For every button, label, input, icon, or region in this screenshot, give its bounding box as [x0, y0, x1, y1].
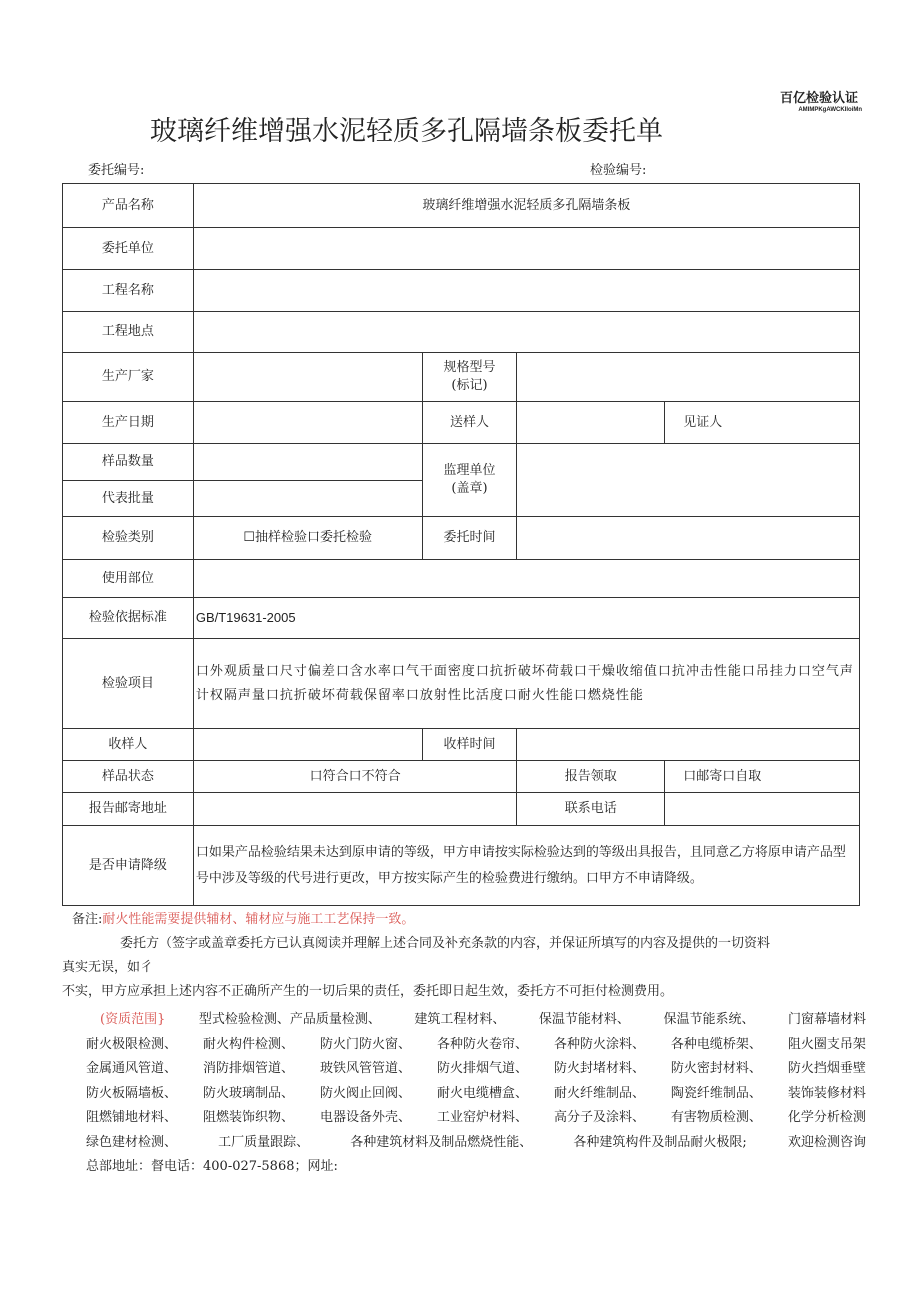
scope-label: (资质范围}	[100, 1012, 166, 1027]
maker-field[interactable]	[193, 353, 422, 402]
receive-time-field[interactable]	[517, 729, 860, 761]
scope-item: 防火阀止回阀、	[319, 1085, 411, 1101]
mail-field[interactable]	[193, 793, 517, 826]
scope-item: 各种防火卷帘、	[436, 1036, 528, 1052]
label: (标记)	[451, 378, 488, 393]
label: 样品数量	[63, 444, 194, 481]
label: 使用部位	[63, 560, 194, 598]
scope-item: 装饰装修材料	[787, 1085, 866, 1101]
brand-sub: AMIMPKgAWCKIloiMn	[798, 107, 862, 113]
product-name[interactable]: 玻璃纤维增强水泥轻质多孔隔墙条板	[193, 184, 859, 228]
label: 送样人	[422, 402, 517, 444]
scope-item: 工厂质量跟踪、	[218, 1134, 310, 1150]
downgrade-checkboxes[interactable]: 口如果产品检验结果未达到原申请的等级，甲方申请按实际检验达到的等级出具报告，且同意乙方将原申请产品型号中涉及等级的代号进行更改，甲方按实际产生的检验费进行缴纳。口甲方不申请降级。	[193, 826, 859, 906]
scope-item: 化学分析检测	[787, 1110, 866, 1125]
scope-item: 玻铁风管管道、	[319, 1061, 411, 1076]
scope-item: 保温节能材料、	[538, 1012, 630, 1027]
label: 代表批量	[63, 481, 194, 517]
label: 委托时间	[422, 517, 517, 560]
scope-item: 型式检验检测、产品质量检测、	[198, 1012, 381, 1027]
form-body	[62, 183, 866, 1180]
client-field[interactable]	[193, 228, 859, 270]
standard-field[interactable]: GB/T19631-2005	[193, 598, 859, 639]
report-checkboxes[interactable]: 口邮寄口自取	[665, 761, 860, 793]
scope-item: 各种电缆桥架、	[670, 1036, 762, 1052]
scope-item: 耐火构件检测、	[202, 1036, 294, 1052]
scope-item: 绿色建材检测、	[86, 1134, 178, 1150]
state-checkboxes[interactable]: 口符合口不符合	[193, 761, 517, 793]
time-field[interactable]	[517, 517, 860, 560]
scope-item: 防火密封材料、	[670, 1061, 762, 1076]
declaration-line: 真实无误，如彳	[62, 960, 154, 975]
scope-item: 各种建筑构件及制品耐火极限;	[573, 1134, 747, 1150]
contact-address: 总部地址：督电话：400-027-5868；网址:	[86, 1159, 338, 1174]
label: 生产厂家	[63, 353, 194, 402]
label: 报告邮寄地址	[63, 793, 194, 826]
scope-item: 防火排烟气道、	[436, 1061, 528, 1076]
scope-item: 建筑工程材料、	[414, 1012, 506, 1027]
label: (盖章)	[451, 481, 488, 496]
spec-field[interactable]	[517, 353, 860, 402]
label: 生产日期	[63, 402, 194, 444]
project-field[interactable]	[193, 270, 859, 312]
scope-item: 防火玻璃制品、	[202, 1085, 294, 1101]
scope-list	[86, 1008, 866, 1180]
label: 委托单位	[63, 228, 194, 270]
scope-item: 电器设备外壳、	[319, 1110, 411, 1125]
label: 检验类别	[63, 517, 194, 560]
scope-item: 各种防火涂料、	[553, 1036, 645, 1052]
label: 监理单位	[443, 463, 496, 478]
scope-item: 有害物质检测、	[670, 1110, 762, 1125]
label: 收样人	[63, 729, 194, 761]
scope-item: 防火门防火窗、	[319, 1036, 411, 1052]
remark-label: 备注:	[72, 912, 103, 927]
site-field[interactable]	[193, 312, 859, 353]
scope-item: 耐火纤维制品、	[553, 1085, 645, 1101]
scope-item: 各种建筑材料及制品燃烧性能、	[350, 1134, 533, 1150]
declaration-line: 不实，甲方应承担上述内容不正确所产生的一切后果的责任，委托即日起生效，委托方不可拒付检测费用。	[62, 984, 674, 999]
scope-item: 阻燃铺地材料、	[86, 1110, 178, 1125]
page-title: 玻璃纤维增强水泥轻质多孔隔墙条板委托单	[150, 116, 663, 147]
supervisor-label	[422, 444, 517, 517]
label: 产品名称	[63, 184, 194, 228]
items-checkboxes[interactable]: 口外观质量口尺寸偏差口含水率口气干面密度口抗折破坏荷载口干燥收缩值口抗冲击性能口吊挂力口空气声计权隔声量口抗折破坏荷载保留率口放射性比活度口耐火性能口燃烧性能	[193, 639, 859, 729]
scope-item: 耐火极限检测、	[86, 1036, 178, 1052]
declaration-line: 委托方（签字或盖章委托方已认真阅读并理解上述合同及补充条款的内容，并保证所填写的内容及提供的一切资料	[120, 936, 771, 951]
scope-item: 防火板隔墙板、	[86, 1085, 178, 1101]
spec-label	[422, 353, 517, 402]
receiver-field[interactable]	[193, 729, 422, 761]
label: 工程地点	[63, 312, 194, 353]
scope-item: 高分子及涂料、	[553, 1110, 645, 1125]
scope-item: 金属通风管道、	[86, 1061, 178, 1076]
scope-item: 耐火电缆槽盒、	[436, 1085, 528, 1101]
supervisor-field[interactable]	[517, 444, 860, 517]
label: 报告领取	[517, 761, 665, 793]
label: 规格型号	[443, 360, 496, 375]
label: 工程名称	[63, 270, 194, 312]
remark-text: 耐火性能需要提供辅材、辅材应与施工工艺保持一致。	[102, 912, 415, 927]
witness-field[interactable]: 见证人	[665, 402, 860, 444]
label: 联系电话	[517, 793, 665, 826]
scope-item: 欢迎检测咨询	[787, 1134, 866, 1150]
label: 检验依据标准	[63, 598, 194, 639]
usage-field[interactable]	[193, 560, 859, 598]
form-table	[62, 183, 860, 906]
scope-item: 门窗幕墙材料	[787, 1012, 866, 1027]
batch-field[interactable]	[193, 481, 422, 517]
remark	[72, 908, 860, 932]
scope-item: 保温节能系统、	[663, 1012, 755, 1027]
scope-item: 阻燃装饰织物、	[202, 1110, 294, 1125]
phone-field[interactable]	[665, 793, 860, 826]
scope-item: 消防排烟管道、	[202, 1061, 294, 1076]
qty-field[interactable]	[193, 444, 422, 481]
label: 收样时间	[422, 729, 517, 761]
date-field[interactable]	[193, 402, 422, 444]
scope-item: 防火封堵材料、	[553, 1061, 645, 1076]
scope-item: 防火挡烟垂壁	[787, 1061, 866, 1076]
scope-item: 工业窑炉材料、	[436, 1110, 528, 1125]
brand-name: 百亿检验认证	[779, 90, 858, 105]
scope-item: 陶瓷纤维制品、	[670, 1085, 762, 1101]
type-checkboxes[interactable]: ☐抽样检验口委托检验	[193, 517, 422, 560]
entrust-no-label: 委托编号:	[88, 163, 145, 178]
inspect-no-label: 检验编号:	[590, 163, 647, 178]
label: 检验项目	[63, 639, 194, 729]
label: 是否申请降级	[63, 826, 194, 906]
scope-item: 阻火圈支吊架	[787, 1036, 866, 1052]
label: 样品状态	[63, 761, 194, 793]
sender-field[interactable]	[517, 402, 665, 444]
